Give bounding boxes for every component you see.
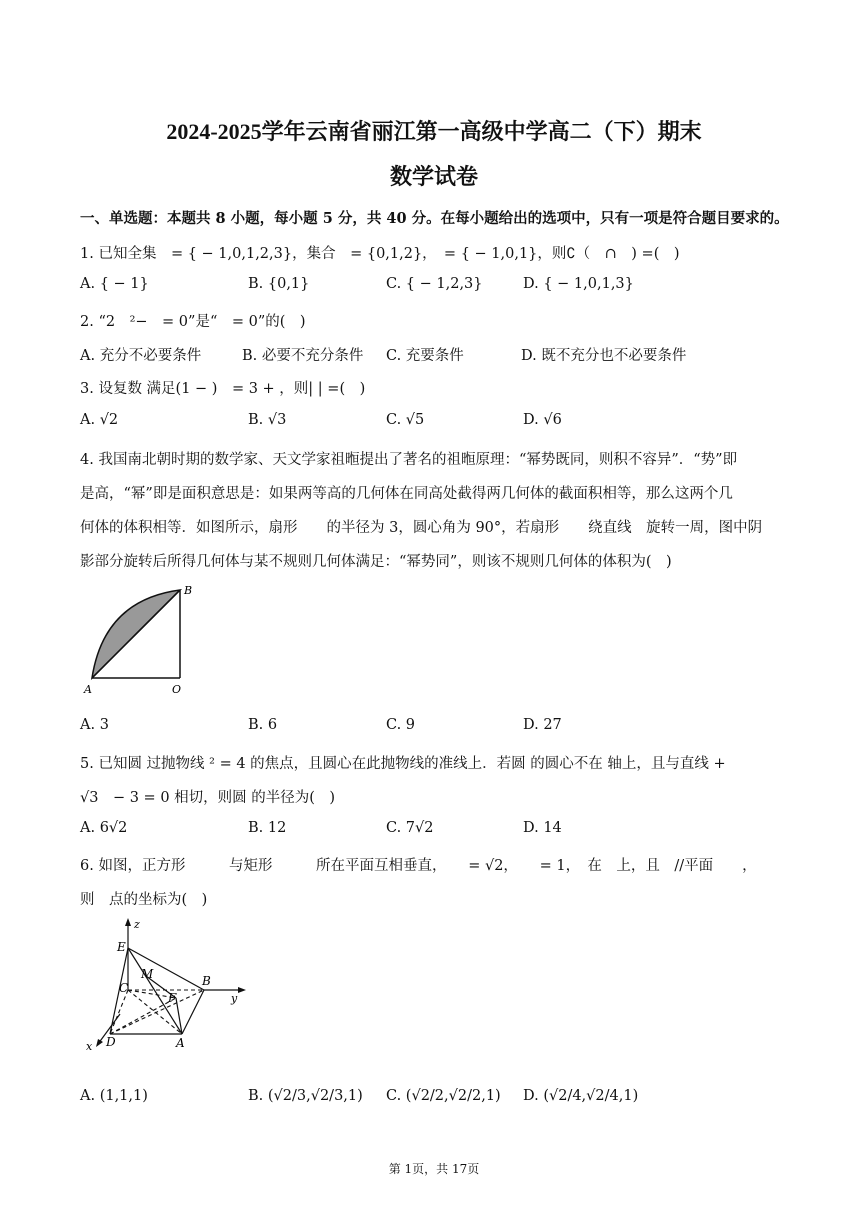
- q6-solid-figure: [84, 918, 254, 1056]
- q5-option-d: D. 14: [523, 820, 562, 836]
- q1-stem: 1. 已知全集 = { − 1,0,1,2,3}，集合 = {0,1,2}， = { − 1,0,1}，则∁（ ∩ ) =( ): [80, 246, 680, 262]
- q5-option-c: C. 7√2: [386, 820, 434, 836]
- q5-line-1: 5. 已知圆 过抛物线 ² = 4 的焦点，且圆心在此抛物线的准线上．若圆 的圆心不在 轴上，且与直线 +: [80, 756, 726, 772]
- label-z: z: [134, 918, 140, 931]
- q4-line-2: 是高，“幂”即是面积意思是：如果两等高的几何体在同高处截得两几何体的截面积相等，那么这两个几: [80, 486, 733, 502]
- page-footer: 第 1页，共 17页: [388, 1162, 480, 1176]
- label-y: y: [231, 992, 238, 1005]
- q6-option-a: A. (1,1,1): [80, 1088, 148, 1104]
- q3-option-a: A. √2: [80, 412, 119, 428]
- label-d: D: [106, 1035, 116, 1049]
- q3-option-c: C. √5: [386, 412, 425, 428]
- q3-stem: 3. 设复数 满足(1 − ) = 3 + ，则| | =( ): [80, 381, 366, 397]
- label-e: E: [117, 940, 126, 954]
- title-line-1: 2024-2025学年云南省丽江第一高级中学高二（下）期末: [166, 119, 702, 144]
- y-arrow: [238, 987, 246, 993]
- label-b: B: [202, 974, 211, 988]
- q3-option-d: D. √6: [523, 412, 562, 428]
- hidden-df: [110, 998, 176, 1034]
- q1-option-b: B. {0,1}: [248, 276, 310, 292]
- q4-option-c: C. 9: [386, 717, 416, 733]
- label-f: F: [168, 991, 177, 1005]
- label-o: O: [172, 683, 182, 696]
- q2-option-d: D. 既不充分也不必要条件: [521, 348, 687, 364]
- label-c: C: [119, 981, 129, 995]
- hidden-db: [110, 990, 204, 1034]
- label-x: x: [86, 1040, 93, 1053]
- q1-option-a: A. { − 1}: [80, 276, 149, 292]
- q3-option-b: B. √3: [248, 412, 287, 428]
- q4-line-4: 影部分旋转后所得几何体与某不规则几何体满足：“幂势同”，则该不规则几何体的体积为( ): [80, 554, 672, 570]
- q4-option-b: B. 6: [248, 717, 278, 733]
- x-arrow: [96, 1039, 103, 1047]
- q5-option-b: B. 12: [248, 820, 287, 836]
- q5-line-2: √3 − 3 = 0 相切，则圆 的半径为( ): [80, 790, 336, 806]
- label-m: M: [141, 967, 154, 981]
- q6-line-1: 6. 如图，正方形 与矩形 所在平面互相垂直， = √2， = 1， 在 上，且 //平面 ，: [80, 858, 757, 874]
- q1-option-d: D. { − 1,0,1,3}: [523, 276, 634, 292]
- q4-option-d: D. 27: [523, 717, 562, 733]
- q6-option-b: B. (√2/3,√2/3,1): [248, 1088, 363, 1104]
- q5-option-a: A. 6√2: [80, 820, 128, 836]
- title-line-2: 数学试卷: [389, 164, 478, 189]
- q6-option-c: C. (√2/2,√2/2,1): [386, 1088, 501, 1104]
- q2-option-c: C. 充要条件: [386, 348, 464, 364]
- q6-line-2: 则 点的坐标为( ): [80, 892, 208, 908]
- label-b: B: [184, 584, 193, 597]
- label-a: A: [84, 683, 92, 696]
- edge-ab: [182, 990, 204, 1034]
- edge-eb: [128, 948, 204, 990]
- q4-sector-figure: [80, 580, 200, 698]
- z-arrow: [125, 918, 131, 926]
- q4-option-a: A. 3: [80, 717, 109, 733]
- label-a: A: [176, 1036, 185, 1050]
- q4-line-1: 4. 我国南北朝时期的数学家、天文学家祖暅提出了著名的祖暅原理：“幂势既同，则积不容异”．“势”即: [80, 452, 738, 468]
- section-heading: 一、单选题：本题共 8 小题，每小题 5 分，共 40 分。在每小题给出的选项中，只有一项是符合题目要求的。: [80, 210, 789, 227]
- chord-ab: [92, 590, 180, 678]
- q2-option-b: B. 必要不充分条件: [242, 348, 364, 364]
- q2-stem: 2. “2 ²− = 0”是“ = 0”的( ): [80, 314, 306, 330]
- q4-line-3: 何体的体积相等．如图所示，扇形 的半径为 3，圆心角为 90°，若扇形 绕直线 旋转一周，图中阴: [80, 520, 763, 536]
- q2-option-a: A. 充分不必要条件: [80, 348, 202, 364]
- q1-option-c: C. { − 1,2,3}: [386, 276, 483, 292]
- q6-option-d: D. (√2/4,√2/4,1): [523, 1088, 639, 1104]
